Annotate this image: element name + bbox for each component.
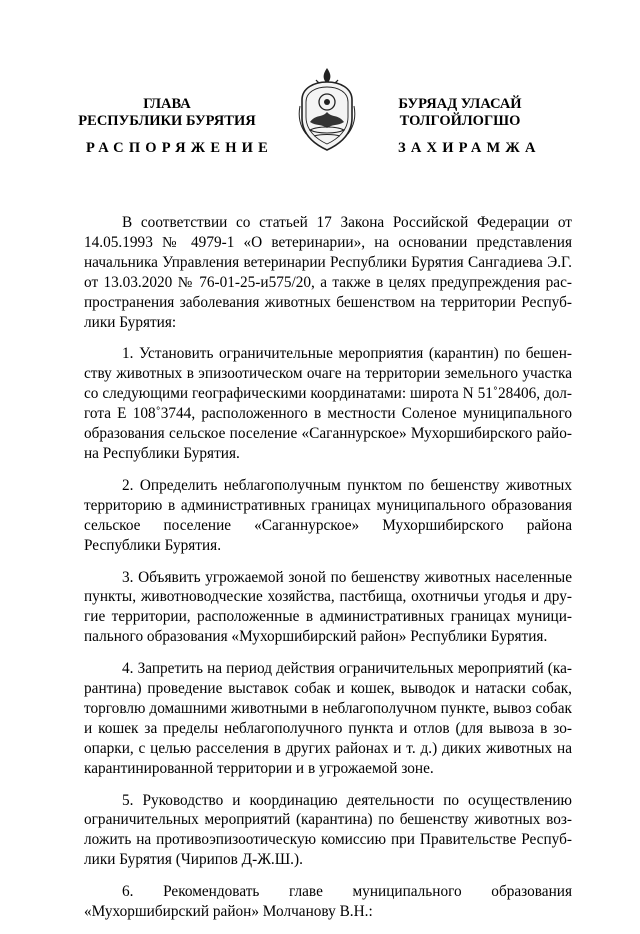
issuer-line-1-buryat: БУРЯАД УЛАСАЙ: [398, 96, 522, 112]
clause-paragraph-5: 5. Руководство и координацию деятельности по осуществлению ограничительных мероприятий (карантина) по бешенству животных возложить на противоэпизоотическую комиссию при Правительстве Республики Бурятия (Чирипов Д-Ж.Ш.).: [84, 791, 572, 869]
decree-type-buryat: ЗАХИРАМЖА: [398, 140, 541, 156]
issuer-line-2-buryat: ТОЛГОЙЛОГШО: [399, 113, 521, 129]
clause-paragraph-6: 6. Рекомендовать главе муниципального образования «Мухоршибирский район» Молчанову В.Н.:: [84, 883, 572, 921]
issuer-title-russian: [62, 96, 272, 130]
coat-of-arms-emblem: [296, 66, 358, 152]
issuer-line-2: РЕСПУБЛИКИ БУРЯТИЯ: [78, 113, 256, 129]
clause-paragraph-2: 2. Определить неблагополучным пунктом по бешенству животных территорию в административных границах муниципального образования сельское поселение «Саганнурское» Мухоршибирского района Республики Бурятия.: [84, 476, 572, 554]
document-body: [84, 213, 572, 934]
issuer-title-buryat: [370, 96, 550, 130]
clause-paragraph-1: 1. Установить ограничительные мероприятия (карантин) по бешенству животных в эпизоотическом очаге на территории земельного участка со следующими географическими координатами: широта N 51˚28406, долгота Е 108˚3744, расположенного в местности Соленое муниципального образования сельское поселение «Саганнурское» Мухоршибирского района Республики Бурятия.: [84, 345, 572, 462]
preamble-paragraph: В соответствии со статьей 17 Закона Российской Федерации от 14.05.1993 № 4979-1 «О ветеринарии», на основании представления начальника Управления ветеринарии Республики Бурятия Сангадиева Э.Г. от 13.03.2020 № 76-01-25-и575/20, а также в целях предупреждения распространения заболевания животных бешенством на территории Республики Бурятия:: [84, 214, 572, 331]
decree-type-russian: РАСПОРЯЖЕНИЕ: [86, 140, 274, 156]
issuer-line-1: ГЛАВА: [143, 96, 191, 112]
clause-paragraph-4: 4. Запретить на период действия ограничительных мероприятий (карантина) проведение выставок собак и кошек, выводок и натаски собак, торговлю домашними животными в неблагополучном пункте, вывоз собак и кошек за пределы неблагополучного пункта и отлов (для вывоза в зоопарки, с целью расселения в других районах и т. д.) диких животных на карантинированной территории и в угрожаемой зоне.: [84, 660, 572, 777]
clause-paragraph-3: 3. Объявить угрожаемой зоной по бешенству животных населенные пункты, животноводческие хозяйства, пастбища, охотничьи угодья и другие территории, расположенные в административных границах муниципального образования «Мухоршибирский район» Республики Бурятия.: [84, 568, 572, 646]
